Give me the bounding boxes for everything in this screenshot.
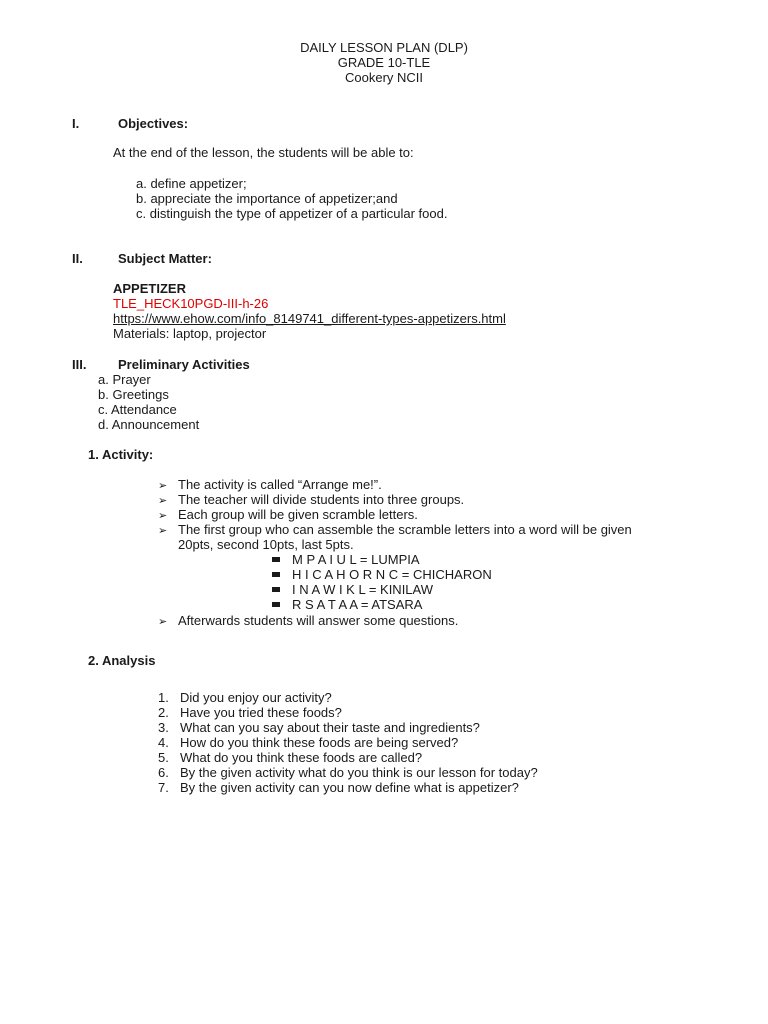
objectives-intro: At the end of the lesson, the students will be able to: bbox=[113, 145, 414, 160]
reference-link[interactable]: https://www.ehow.com/info_8149741_different-types-appetizers.html bbox=[113, 311, 506, 326]
scramble-word: R S A T A A = ATSARA bbox=[272, 597, 422, 612]
square-bullet-icon bbox=[272, 557, 280, 562]
activity-heading: 1. Activity: bbox=[88, 447, 154, 462]
activity-bullet: ➢ The teacher will divide students into three groups. bbox=[158, 492, 465, 507]
arrow-bullet-icon: ➢ bbox=[158, 616, 168, 628]
square-bullet-icon bbox=[272, 602, 280, 607]
arrow-bullet-icon: ➢ bbox=[158, 480, 168, 492]
objective-item: b. appreciate the importance of appetizer;and bbox=[136, 191, 398, 206]
section-subject-numeral: II. bbox=[72, 251, 83, 266]
section-objectives-numeral: I. bbox=[72, 116, 80, 131]
section-objectives-title: Objectives: bbox=[118, 116, 189, 131]
analysis-question: 6. By the given activity what do you think is our lesson for today? bbox=[158, 765, 538, 780]
preliminary-item: a. Prayer bbox=[98, 372, 151, 387]
document-header bbox=[0, 40, 768, 85]
objective-item: a. define appetizer; bbox=[136, 176, 247, 191]
preliminary-item: c. Attendance bbox=[98, 402, 177, 417]
square-bullet-icon bbox=[272, 587, 280, 592]
arrow-bullet-icon: ➢ bbox=[158, 510, 168, 522]
scramble-word: I N A W I K L = KINILAW bbox=[272, 582, 433, 597]
header-grade: GRADE 10-TLE bbox=[337, 55, 431, 70]
arrow-bullet-icon: ➢ bbox=[158, 495, 168, 507]
preliminary-item: d. Announcement bbox=[98, 417, 200, 432]
activity-bullet: ➢ Each group will be given scramble letters. bbox=[158, 507, 418, 522]
analysis-heading: 2. Analysis bbox=[88, 653, 156, 668]
competency-code: TLE_HECK10PGD-III-h-26 bbox=[113, 296, 269, 311]
header-title: DAILY LESSON PLAN (DLP) bbox=[300, 40, 468, 55]
subject-topic: APPETIZER bbox=[113, 281, 186, 296]
section-preliminary-numeral: III. bbox=[72, 357, 87, 372]
scramble-word: M P A I U L = LUMPIA bbox=[272, 552, 420, 567]
header-subject: Cookery NCII bbox=[344, 70, 424, 85]
activity-bullet: ➢ Afterwards students will answer some questions. bbox=[158, 613, 459, 628]
materials-text: Materials: laptop, projector bbox=[113, 326, 267, 341]
section-preliminary-title: Preliminary Activities bbox=[118, 357, 250, 372]
analysis-question: 5. What do you think these foods are called? bbox=[158, 750, 423, 765]
analysis-question: 7. By the given activity can you now define what is appetizer? bbox=[158, 780, 519, 795]
square-bullet-icon bbox=[272, 572, 280, 577]
analysis-question: 4. How do you think these foods are being served? bbox=[158, 735, 459, 750]
arrow-bullet-icon: ➢ bbox=[158, 525, 168, 537]
analysis-question: 3. What can you say about their taste and ingredients? bbox=[158, 720, 480, 735]
activity-bullet: ➢ The activity is called “Arrange me!”. bbox=[158, 477, 382, 492]
activity-bullet: ➢ The first group who can assemble the scramble letters into a word will be given bbox=[158, 522, 632, 537]
preliminary-item: b. Greetings bbox=[98, 387, 169, 402]
analysis-question-list bbox=[158, 690, 538, 795]
analysis-question: 2. Have you tried these foods? bbox=[158, 705, 342, 720]
analysis-question: 1. Did you enjoy our activity? bbox=[158, 690, 332, 705]
section-subject-title: Subject Matter: bbox=[118, 251, 212, 266]
objective-item: c. distinguish the type of appetizer of a particular food. bbox=[136, 206, 448, 221]
scramble-word: H I C A H O R N C = CHICHARON bbox=[272, 567, 492, 582]
activity-bullet-continuation: 20pts, second 10pts, last 5pts. bbox=[178, 537, 354, 552]
